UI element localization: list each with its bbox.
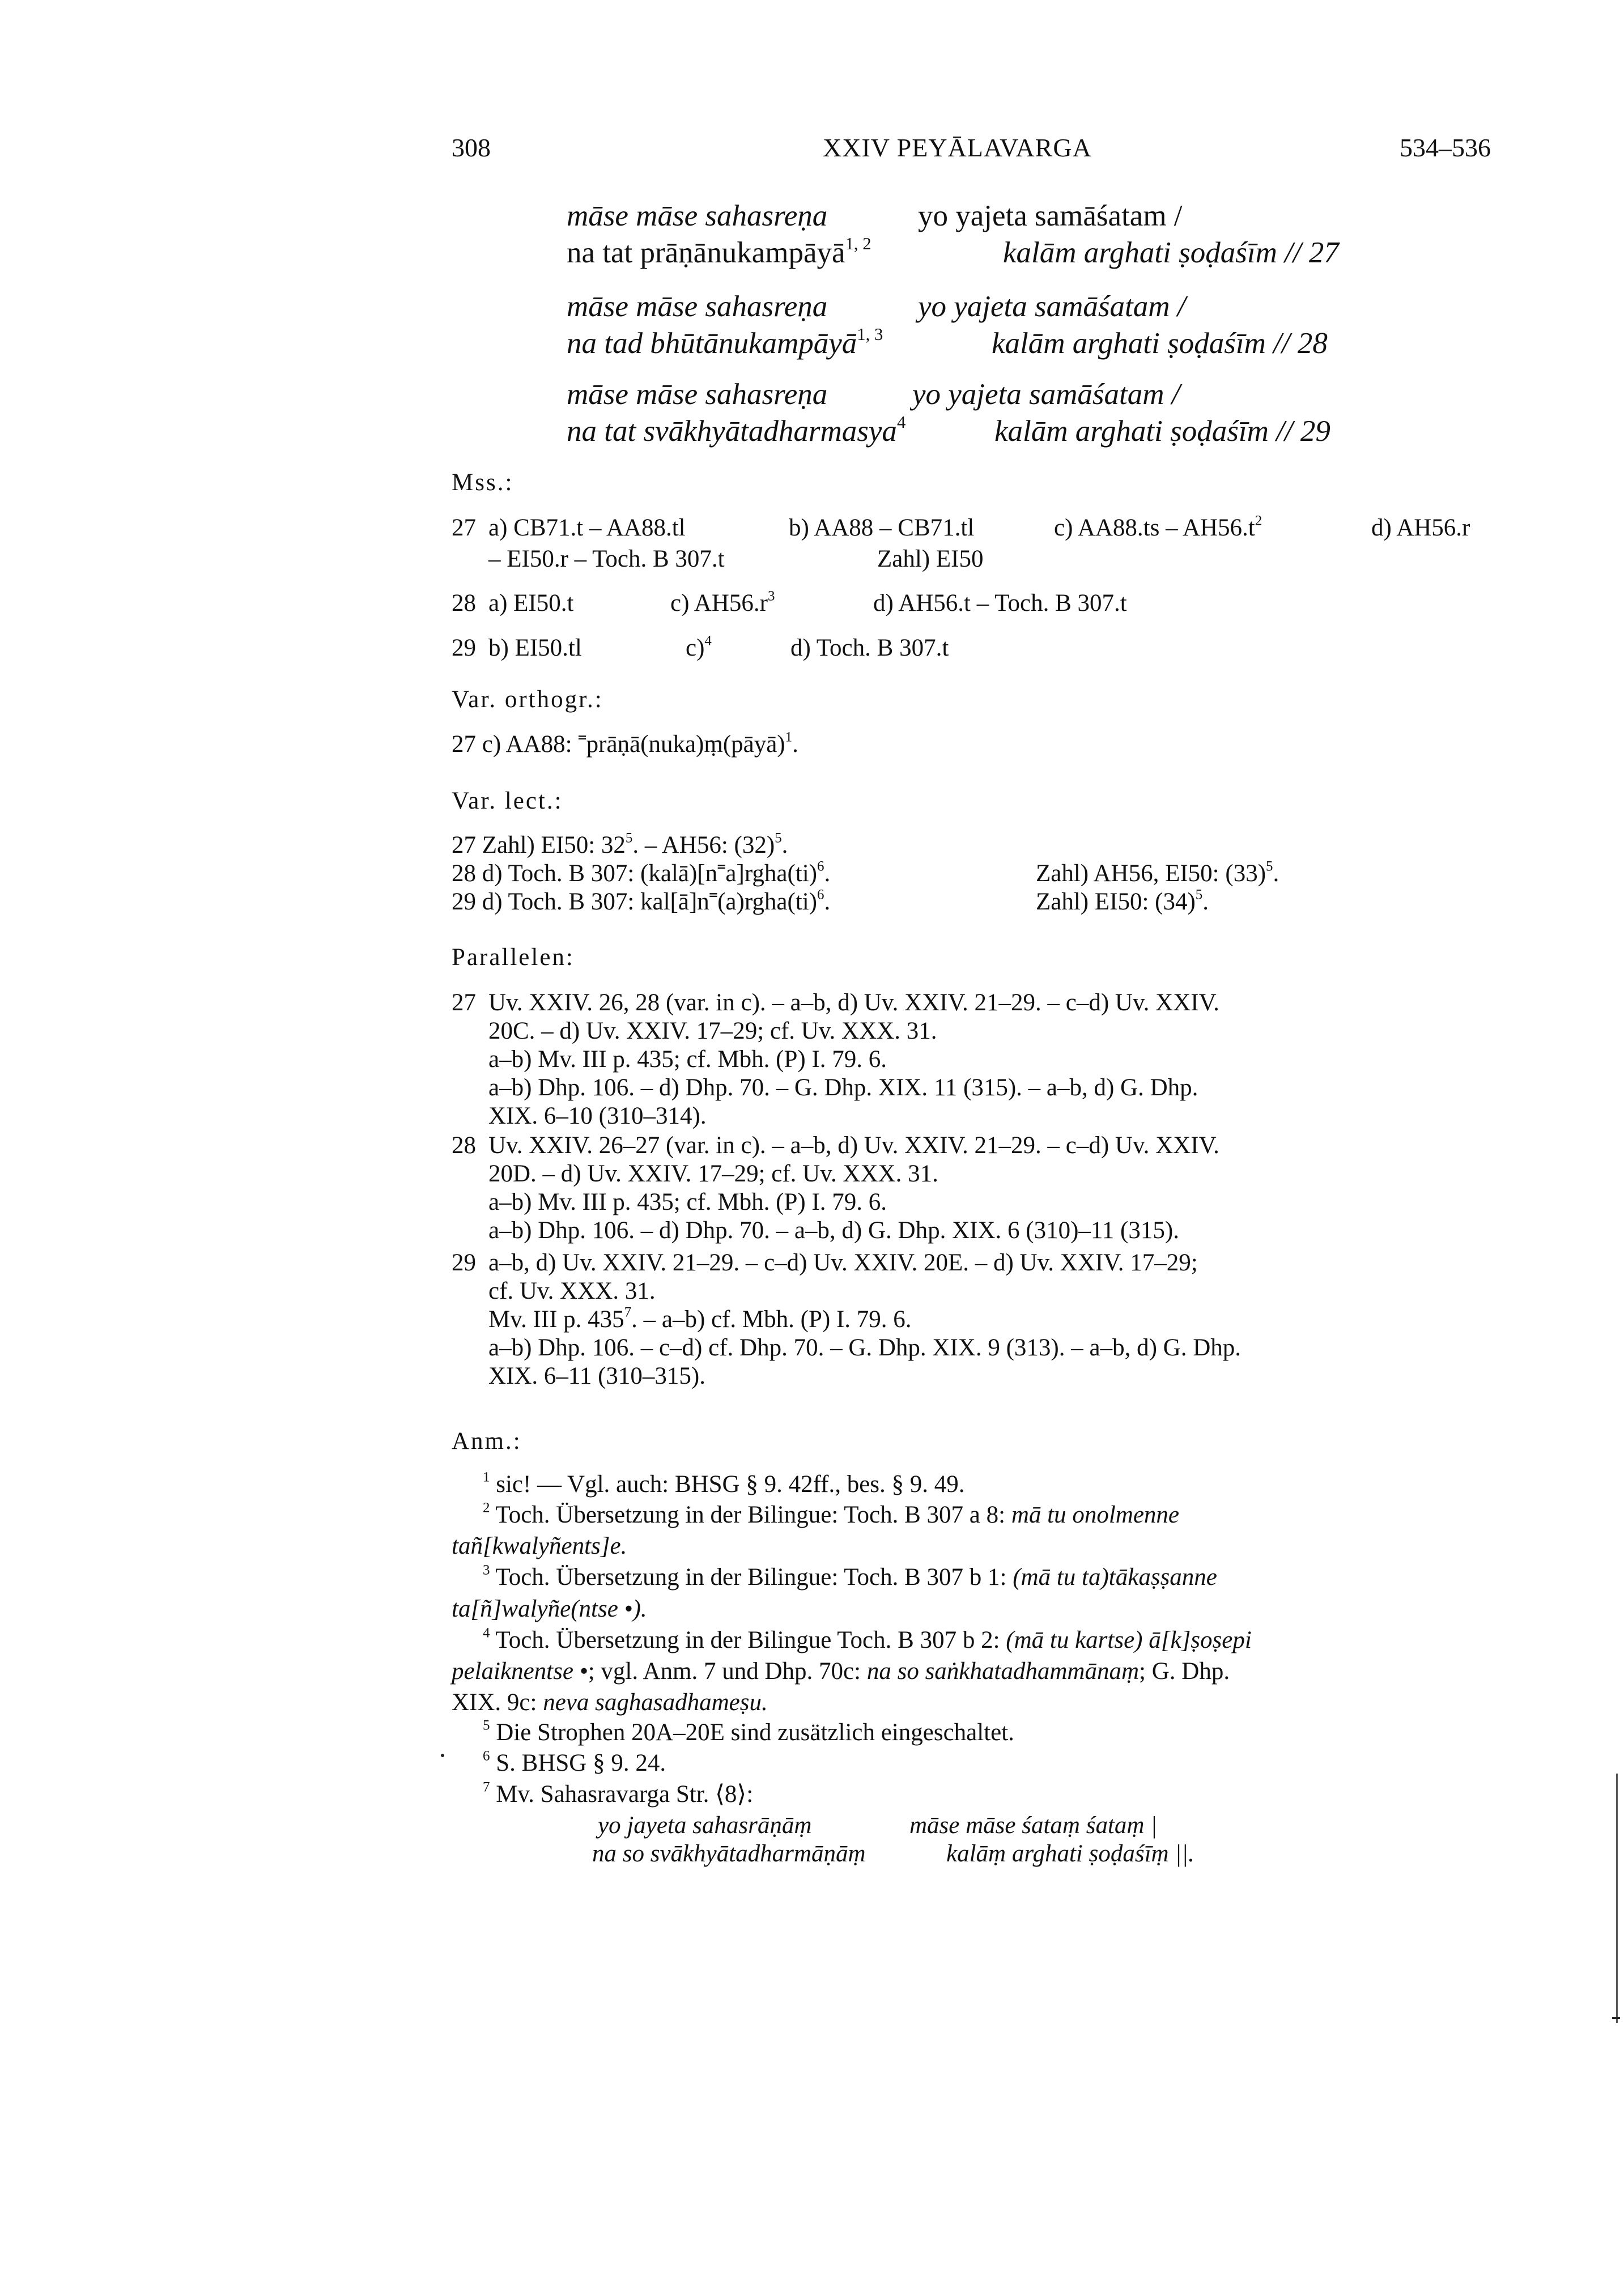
mss-29-b: b) EI50.tl (488, 635, 582, 661)
footnote-4: $^4$ Toch. Übersetzung in der Bilingue Toch. B 307 b 2: (mā tu kartse) ā[k]ṣoṣepi (483, 1625, 1252, 1653)
verse-line-b: yo yajeta samāśatam / (918, 199, 1183, 232)
mss-27-d: d) AH56.r (1371, 515, 1470, 541)
footnote-2-cont: tañ[kwalyñents]e. (452, 1533, 627, 1559)
footnote-3-cont: ta[ñ]walyñe(ntse •). (452, 1596, 647, 1622)
parallelen-29-number: 29 (452, 1249, 476, 1276)
mss-27-a: a) CB71.t – AA88.tl (488, 515, 686, 541)
mss-29-d: d) Toch. B 307.t (790, 635, 949, 661)
verse-line-a: māse māse sahasreṇa (567, 290, 828, 323)
mss-27-cont: – EI50.r – Toch. B 307.t (488, 546, 725, 572)
parallelen-29-line: Mv. III p. $435^7$. – a–b) cf. Mbh. (P) I. 79. 6. (488, 1304, 912, 1333)
verse-line-a: māse māse sahasreṇa (567, 199, 828, 232)
mss-29-number: 29 (452, 635, 476, 661)
var-orthogr-heading: Var. orthogr.: (452, 686, 603, 713)
parallelen-29-line: a–b) Dhp. 106. – c–d) cf. Dhp. 70. – G. Dhp. XIX. 9 (313). – a–b, d) G. Dhp. (488, 1334, 1242, 1361)
scan-edge-mark (1616, 1774, 1618, 2023)
footnote-7-verse-a: yo jayeta sahasrāṇāṃ (598, 1812, 812, 1839)
mss-28-c: c) $AH56.r^3$ (670, 588, 775, 616)
mss-28-number: 28 (452, 590, 476, 616)
parallelen-29-line: cf. Uv. XXX. 31. (488, 1278, 656, 1304)
verse-range: 534–536 (1400, 133, 1491, 162)
verse-line-c: na tat prāṇānukampāyā$^{1, 2}$ (567, 233, 871, 269)
parallelen-28-number: 28 (452, 1132, 476, 1159)
footnote-7-verse-c: na so svākhyātadharmāṇāṃ (592, 1840, 866, 1867)
mss-heading: Mss.: (452, 469, 514, 496)
verse-line-a: māse māse sahasreṇa (567, 378, 828, 411)
parallelen-28-line: Uv. XXIV. 26–27 (var. in c). – a–b, d) Uv. XXIV. 21–29. – c–d) Uv. XXIV. (488, 1132, 1219, 1159)
var-lect-28-zahl: Zahl) AH56, EI50: $(33)^5$. (1036, 858, 1279, 887)
var-lect-29-zahl: Zahl) EI50: $(34)^5$. (1036, 887, 1209, 915)
parallelen-27-line: a–b) Mv. III p. 435; cf. Mbh. (P) I. 79. 6. (488, 1046, 887, 1073)
mss-28-d: d) AH56.t – Toch. B 307.t (873, 590, 1127, 616)
verse-line-b: yo yajeta samāśatam / (912, 378, 1180, 411)
parallelen-28-line: 20D. – d) Uv. XXIV. 17–29; cf. Uv. XXX. 31. (488, 1160, 938, 1187)
page-number: 308 (452, 133, 491, 162)
parallelen-27-line: XIX. 6–10 (310–314). (488, 1103, 707, 1129)
footnote-3: $^3$ Toch. Übersetzung in der Bilingue: Toch. B 307 b 1: (mā tu ta)tākaṣṣanne (483, 1562, 1217, 1591)
scan-dot (441, 1754, 444, 1757)
footnote-7-verse-b: māse māse śataṃ śataṃ | (909, 1812, 1158, 1839)
mss-27-zahl: Zahl) EI50 (877, 546, 984, 572)
parallelen-29-line: XIX. 6–11 (310–315). (488, 1363, 705, 1389)
var-lect-heading: Var. lect.: (452, 788, 563, 814)
parallelen-27-number: 27 (452, 989, 476, 1016)
parallelen-27-line: 20C. – d) Uv. XXIV. 17–29; cf. Uv. XXX. 31. (488, 1018, 937, 1044)
footnote-5: $^5$ Die Strophen 20A–20E sind zusätzlich eingeschaltet. (483, 1717, 1014, 1746)
var-lect-29: 29 d) Toch. B 307: kal[ā]n˭(a)rgha(ti)$^6$. (452, 887, 831, 915)
anm-heading: Anm.: (452, 1428, 522, 1455)
footnote-4-cont: XIX. 9c: neva saghasadhameṣu. (452, 1689, 768, 1716)
var-lect-28: 28 d) Toch. B 307: (kalā)[n˭a]rgha(ti)$^6$. (452, 858, 831, 887)
mss-27-number: 27 (452, 515, 476, 541)
mss-27-b: b) AA88 – CB71.tl (789, 515, 975, 541)
verse-line-d: kalām arghati ṣoḍaśīm // 29 (994, 415, 1330, 448)
footnote-7: $^7$ Mv. Sahasravarga Str. ⟨8⟩: (483, 1779, 754, 1808)
mss-28-a: a) EI50.t (488, 590, 574, 616)
mss-29-c: c)$^4$ (686, 633, 712, 661)
mss-27-c: c) $AA88.ts - AH56.t^2$ (1054, 513, 1262, 541)
verse-line-d: kalām arghati ṣoḍaśīm // 27 (1003, 236, 1339, 269)
verse-line-c: na tad bhūtānukampāyā$^{1, 3}$ (567, 324, 883, 360)
parallelen-28-line: a–b) Dhp. 106. – d) Dhp. 70. – a–b, d) G. Dhp. XIX. 6 (310)–11 (315). (488, 1217, 1179, 1244)
parallelen-27-line: a–b) Dhp. 106. – d) Dhp. 70. – G. Dhp. XIX. 11 (315). – a–b, d) G. Dhp. (488, 1074, 1198, 1101)
verse-line-d: kalām arghati ṣoḍaśīm // 28 (992, 327, 1328, 360)
verse-line-c: na tat svākhyātadharmasya$^4$ (567, 412, 906, 448)
scan-edge-tick (1612, 2017, 1620, 2019)
parallelen-27-line: Uv. XXIV. 26, 28 (var. in c). – a–b, d) Uv. XXIV. 21–29. – c–d) Uv. XXIV. (488, 989, 1219, 1016)
footnote-6: $^6$ S. BHSG § 9. 24. (483, 1748, 666, 1776)
parallelen-28-line: a–b) Mv. III p. 435; cf. Mbh. (P) I. 79. 6. (488, 1189, 887, 1215)
var-orthogr-line: 27 c) AA88: ˭prāṇā(nuka)ṃ(pāyā)$^1$. (452, 729, 798, 758)
var-lect-27: 27 Zahl) EI50: $32^5$. – AH56: $(32)^5$. (452, 830, 788, 858)
footnote-7-verse-d: kalāṃ arghati ṣoḍaśīṃ ||. (946, 1840, 1194, 1867)
parallelen-heading: Parallelen: (452, 944, 575, 971)
parallelen-29-line: a–b, d) Uv. XXIV. 21–29. – c–d) Uv. XXIV. 20E. – d) Uv. XXIV. 17–29; (488, 1249, 1198, 1276)
footnote-1: $^1$ sic! — Vgl. auch: BHSG § 9. 42ff., bes. § 9. 49. (483, 1469, 965, 1498)
footnote-4-cont: pelaiknentse •; vgl. Anm. 7 und Dhp. 70c: na so saṅkhatadhammānaṃ; G. Dhp. (452, 1658, 1230, 1685)
footnote-2: $^2$ Toch. Übersetzung in der Bilingue: Toch. B 307 a 8: mā tu onolmenne (483, 1500, 1179, 1528)
running-title: XXIV PEYĀLAVARGA (823, 133, 1092, 162)
verse-line-b: yo yajeta samāśatam / (918, 290, 1186, 323)
